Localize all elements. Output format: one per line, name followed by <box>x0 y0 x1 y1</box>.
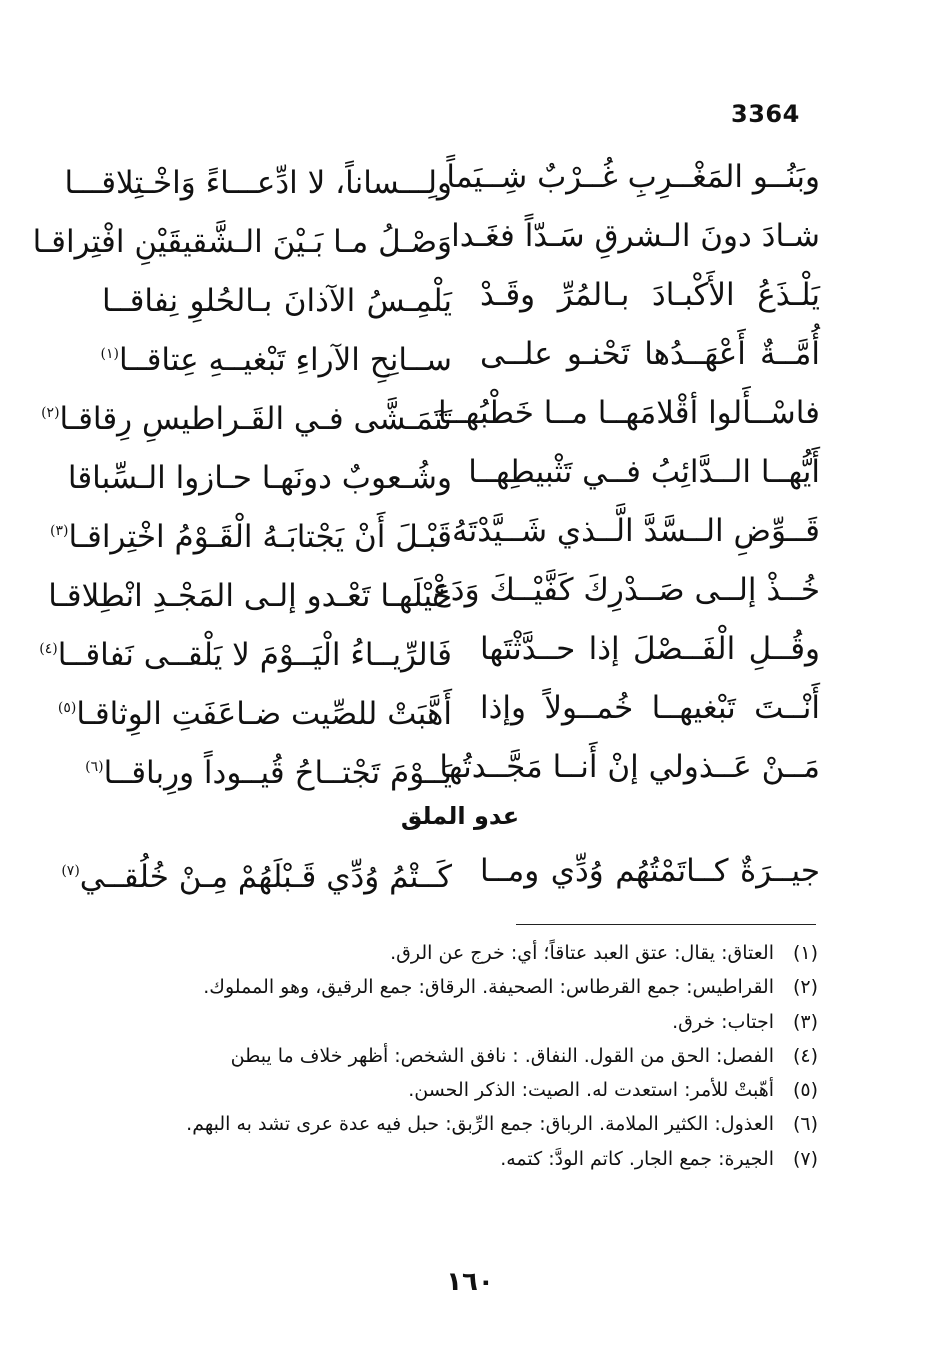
verse-second-hemistich <box>48 561 452 620</box>
footnote-text: العتاق: يقال: عتق العبد عتاقاً؛ أي: خرج عن الرق. <box>390 942 774 964</box>
footnote-marker: (٥) <box>57 700 77 716</box>
footnote-number: (٤) <box>792 1044 818 1067</box>
verse-second-hemistich <box>100 325 452 384</box>
verse-first-hemistich: جيــرَةٌ كــاتَمْتُهُم وُدِّي ومــا <box>480 853 820 889</box>
verse-second-hemistich <box>39 620 452 679</box>
verse-7 <box>50 502 820 561</box>
footnote-text: أهّبتْ للأمر: استعدت له. الصيت: الذكر الحسن. <box>408 1079 774 1102</box>
verse-first-hemistich: خُــذْ إلــى صَــدْرِكَ كَفَّيْــكَ وَدَعْ <box>432 572 820 608</box>
footnote-number: (٥) <box>792 1079 818 1102</box>
verse-second-hemistich <box>67 443 452 502</box>
verse-6 <box>67 443 820 502</box>
page-reference-number: 3364 <box>731 100 800 128</box>
footnote <box>100 970 818 1004</box>
verse-second-hemistich <box>61 842 452 901</box>
verse-second-text: تَتَمَـشَّى فـي القَـراطيسِ رِقاقـا <box>59 401 452 437</box>
poem-section-two <box>61 842 820 901</box>
verse-second-text: يَــوْمَ تَجْتــاحُ قُيــوداً ورِباقــا <box>103 755 452 791</box>
footnote <box>100 1142 818 1176</box>
verse-first-hemistich: أُمَّــةٌ أَعْهَــدُها تَحْنـو علــى <box>480 336 820 372</box>
footnote-marker: (٣) <box>50 523 69 539</box>
footnote-number: (٢) <box>792 976 818 999</box>
footnote-marker: (٢) <box>41 405 60 421</box>
verse-second-text: يَلْمِـسُ الآذانَ بـالحُلوِ نِفاقــا <box>102 283 452 319</box>
verse-first-hemistich: مَــنْ عَــذولي إنْ أَنــا مَجَّــدتُها <box>439 749 820 785</box>
verse-second-text: أَهَّبَتْ للصِّيت ضـاعَفَتِ الوِثاقـا <box>76 696 452 732</box>
verse-11 <box>85 738 820 797</box>
verse-second-hemistich <box>100 266 452 325</box>
footnote-text: العذول: الكثير الملامة. الرباق: جمع الرِّبق: حبل فيه عدة عرى تشد به البهم. <box>186 1113 774 1136</box>
footnote-number: (١) <box>792 942 818 964</box>
verse-first-hemistich: أَنْــتَ تَبْغيهــا خُمــولاً وإذا <box>480 690 820 726</box>
footnote-text: الفصل: الحق من القول. النفاق. : نافق الشخص: أظهر خلاف ما يبطن <box>230 1044 774 1067</box>
verse-second-text: كَــتْمُ وُدِّي قَـبْلَهُمْ مِـنْ خُلُقــي <box>79 859 452 895</box>
verse-first-hemistich: قَــوِّضِ الــسَّدَّ الَّــذي شَــيَّدْتَهُ <box>452 513 820 549</box>
footnote-text: اجتاب: خرق. <box>672 1010 774 1033</box>
verse-first-hemistich: فاسْــأَلوا أقْلامَهــا مــا خَطْبُهــا <box>438 395 820 431</box>
verse-first-hemistich: وقُــلِ الْفَــصْلَ إذا حــدَّثْتَها <box>480 631 820 667</box>
section-title: عدو الملق <box>400 802 520 830</box>
verse-second-hemistich <box>85 738 452 797</box>
footnote <box>100 1073 818 1107</box>
verse-second-text: ســانِحِ الآراءِ تَبْغيــهِ عِتاقــا <box>118 342 452 378</box>
verse-second-hemistich <box>41 384 452 443</box>
footnote <box>100 1005 818 1039</box>
footnote-text: القراطيس: جمع القرطاس: الصحيفة. الرقاق: جمع الرقيق، وهو المملوك. <box>203 976 774 999</box>
verse-second-hemistich <box>64 148 452 207</box>
footnote <box>100 1107 818 1141</box>
footnote-divider <box>516 924 816 925</box>
verse-12 <box>61 842 820 901</box>
footnote-text: الجيرة: جمع الجار. كاتم الودَّ: كتمه. <box>500 1147 774 1170</box>
footnote-marker: (٤) <box>39 641 58 657</box>
verse-second-text: فَالرِّيــاءُ الْيَــوْمَ لا يَلْقــى نَفاقــا <box>57 637 452 673</box>
footnote-marker: (١) <box>100 346 119 362</box>
verse-first-hemistich: شـادَ دونَ الـشرقِ سَـدّاً فغَـدا <box>451 218 820 254</box>
verse-second-hemistich <box>50 502 452 561</box>
verse-10 <box>57 679 820 738</box>
verse-second-text: خَيْلَهـا تَعْـدو إلـى المَجْـدِ انْطِلاقـا <box>48 578 452 614</box>
verse-9 <box>39 620 820 679</box>
poem <box>32 148 820 797</box>
verse-5 <box>41 384 820 443</box>
verse-first-hemistich: أَيُّهــا الــدَّائِبُ فــي تَثْبيطِهــا <box>468 454 820 490</box>
footnote <box>100 1039 818 1073</box>
verse-first-hemistich: يَلْـذَعُ الأَكْبـادَ بـالمُرِّ وقَـدْ <box>480 277 820 313</box>
footnote <box>100 936 818 970</box>
footnote-number: (٦) <box>792 1113 818 1136</box>
footnote-number: (٣) <box>792 1010 818 1033</box>
page-number: ١٦٠ <box>446 1267 494 1297</box>
verse-second-text: وشُـعوبٌ دونَهـا حـازوا الـسِّباقا <box>67 460 452 496</box>
footnote-number: (٧) <box>792 1147 818 1170</box>
verse-4 <box>100 325 820 384</box>
verse-8 <box>48 561 820 620</box>
verse-1 <box>64 148 820 207</box>
verse-second-hemistich <box>57 679 452 738</box>
footnote-marker: (٧) <box>61 863 80 879</box>
footnotes <box>100 936 818 1176</box>
verse-3 <box>100 266 820 325</box>
verse-second-text: ولِـــساناً، لا ادِّعـــاءً وَاخْـتِلاقـــا <box>64 165 452 201</box>
verse-2 <box>32 207 820 266</box>
verse-second-text: قَبْـلَ أَنْ يَجْتابَـهُ الْقَـوْمُ اخْتِراقـا <box>68 519 452 555</box>
footnote-marker: (٦) <box>85 759 104 775</box>
verse-first-hemistich: وبَنُــو المَغْــرِبِ غُــرْبٌ شِــيَماً <box>446 159 820 195</box>
verse-second-text: وَصْـلُ مـا بَـيْنَ الـشَّقيقَيْنِ افْتِراقـا <box>32 224 452 260</box>
verse-second-hemistich <box>32 207 452 266</box>
